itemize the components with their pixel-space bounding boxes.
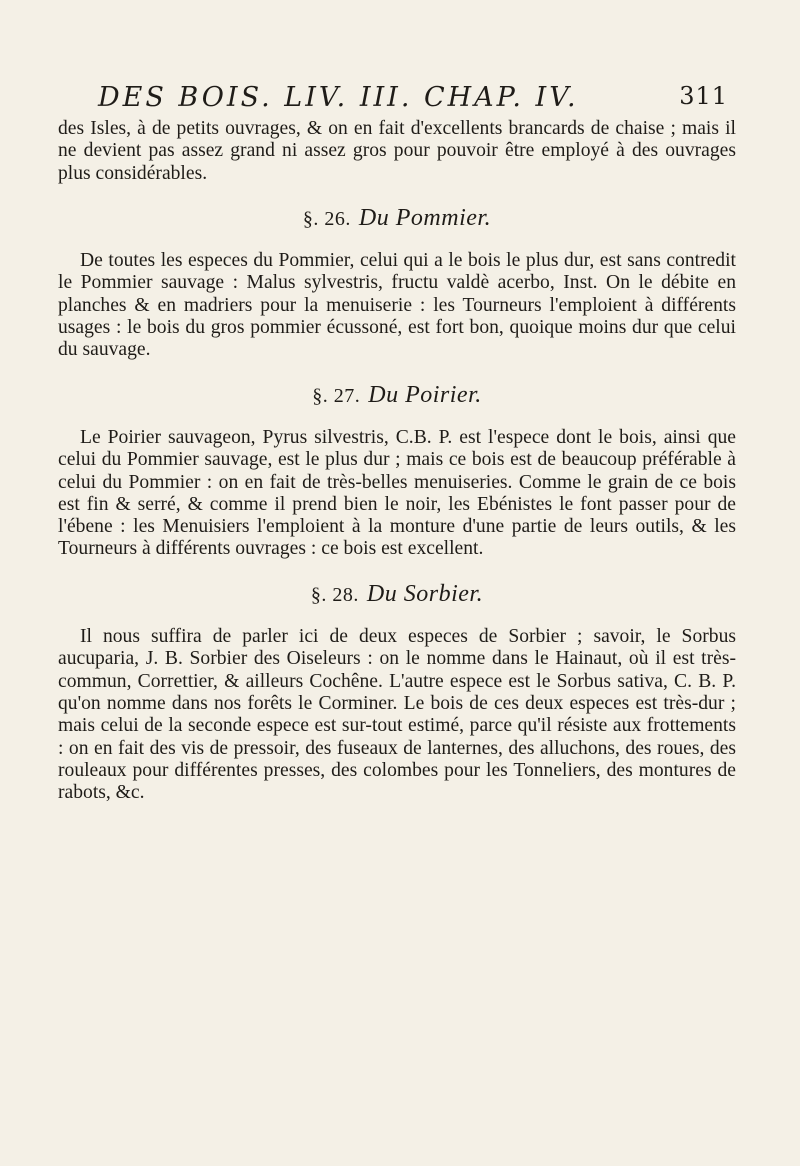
section-title: Du Pommier. xyxy=(358,204,492,231)
section-title: Du Sorbier. xyxy=(366,580,484,607)
section-title: Du Poirier. xyxy=(368,381,482,408)
section-number: §. 27. xyxy=(312,384,361,407)
section-heading-sorbier xyxy=(58,580,736,607)
page-number: 311 xyxy=(679,82,728,110)
paragraph-continued: des Isles, à de petits ouvrages, & on en fait d'excellents brancards de chaise ; mais il ne devient pas assez grand ni assez gros pour pouvoir être employé à des ouvrages plus considérables. xyxy=(58,118,736,184)
running-title: DES BOIS. LIV. III. CHAP. IV. xyxy=(98,82,579,113)
section-number: §. 28. xyxy=(310,583,359,606)
section-heading-poirier xyxy=(58,381,736,408)
section-paragraph-sorbier: Il nous suffira de parler ici de deux especes de Sorbier ; savoir, le Sorbus aucuparia, J. B. Sorbier des Oiseleurs : on le nomme dans le Hainaut, où il est très-commun, Correttier, & ailleurs Cochêne. L'autre espece est le Sorbus sativa, C. B. P. qu'on nomme dans nos forêts le Corminer. Le bois de ces deux especes est très-dur ; mais celui de la seconde espece est sur-tout estimé, parce qu'il résiste aux frottements : on en fait des vis de pressoir, des fuseaux de lanternes, des alluchons, des roues, des rouleaux pour différentes presses, des colombes pour les Tonneliers, des montures de rabots, &c. xyxy=(58,626,736,804)
section-paragraph-poirier: Le Poirier sauvageon, Pyrus silvestris, C.B. P. est l'espece dont le bois, ainsi que celui du Pommier sauvage, est le plus dur ; mais ce bois est de beaucoup préférable à celui du Pommier : on en fait de très-belles menuiseries. Comme le grain de ce bois est fin & serré, & comme il prend bien le noir, les Ebénistes le font passer pour de l'ébene : les Menuisiers l'emploient à la monture d'une partie de leurs outils, & les Tourneurs à différents ouvrages : ce bois est excellent. xyxy=(58,426,736,560)
body-text xyxy=(58,118,736,804)
running-header xyxy=(98,76,728,120)
section-heading-pommier xyxy=(58,204,736,231)
section-paragraph-pommier: De toutes les especes du Pommier, celui qui a le bois le plus dur, est sans contredit le Pommier sauvage : Malus sylvestris, fructu valdè acerbo, Inst. On le débite en planches & en madriers pour la menuiserie : les Tourneurs l'emploient à différents usages : le bois du gros pommier écussoné, est fort bon, quoique moins dur que celui du sauvage. xyxy=(58,250,736,361)
section-number: §. 26. xyxy=(302,207,351,230)
